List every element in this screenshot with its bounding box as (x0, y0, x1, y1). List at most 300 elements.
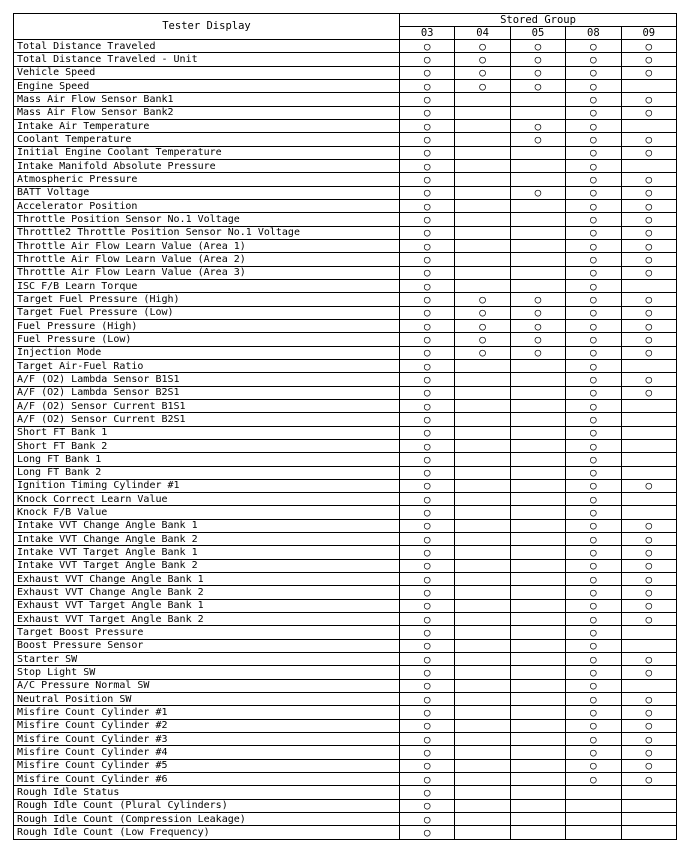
parameter-label: A/F (O2) Lambda Sensor B2S1 (14, 386, 400, 399)
parameter-label: Misfire Count Cylinder #6 (14, 773, 400, 786)
group-mark-09 (621, 426, 676, 439)
group-mark-09 (621, 679, 676, 692)
group-mark-04 (455, 733, 510, 746)
group-mark-08: ○ (566, 653, 621, 666)
table-row (14, 479, 677, 492)
group-mark-04: ○ (455, 66, 510, 79)
group-mark-04 (455, 759, 510, 772)
group-mark-05 (510, 439, 565, 452)
group-mark-05 (510, 239, 565, 252)
group-mark-03: ○ (400, 759, 455, 772)
group-mark-09: ○ (621, 546, 676, 559)
parameter-label: Mass Air Flow Sensor Bank2 (14, 106, 400, 119)
group-mark-03: ○ (400, 479, 455, 492)
table-row (14, 773, 677, 786)
table-row (14, 159, 677, 172)
group-mark-04: ○ (455, 40, 510, 53)
group-mark-04 (455, 279, 510, 292)
parameter-label: Fuel Pressure (Low) (14, 333, 400, 346)
group-mark-04: ○ (455, 319, 510, 332)
group-mark-08: ○ (566, 346, 621, 359)
group-mark-09 (621, 813, 676, 826)
group-mark-04 (455, 693, 510, 706)
group-mark-03: ○ (400, 746, 455, 759)
group-mark-03: ○ (400, 306, 455, 319)
stored-group-header: Stored Group (400, 14, 677, 27)
stored-data-table-page (13, 13, 677, 840)
group-mark-03: ○ (400, 679, 455, 692)
parameter-label: Misfire Count Cylinder #5 (14, 759, 400, 772)
group-mark-05: ○ (510, 293, 565, 306)
parameter-label: Ignition Timing Cylinder #1 (14, 479, 400, 492)
group-mark-05: ○ (510, 53, 565, 66)
group-mark-04 (455, 359, 510, 372)
group-mark-08: ○ (566, 239, 621, 252)
group-mark-05 (510, 266, 565, 279)
group-mark-09: ○ (621, 719, 676, 732)
group-mark-09: ○ (621, 53, 676, 66)
table-row (14, 746, 677, 759)
group-mark-05 (510, 653, 565, 666)
group-id-08: 08 (566, 27, 621, 40)
table-row (14, 493, 677, 506)
group-mark-03: ○ (400, 639, 455, 652)
group-mark-05 (510, 479, 565, 492)
parameter-label: Total Distance Traveled - Unit (14, 53, 400, 66)
group-mark-03: ○ (400, 719, 455, 732)
group-mark-08: ○ (566, 266, 621, 279)
group-mark-08: ○ (566, 519, 621, 532)
table-row (14, 519, 677, 532)
group-mark-08: ○ (566, 679, 621, 692)
table-row (14, 626, 677, 639)
group-mark-05: ○ (510, 119, 565, 132)
group-mark-08: ○ (566, 293, 621, 306)
group-mark-03: ○ (400, 279, 455, 292)
group-mark-09: ○ (621, 199, 676, 212)
group-mark-09: ○ (621, 519, 676, 532)
group-mark-04 (455, 106, 510, 119)
group-mark-04 (455, 479, 510, 492)
parameter-label: Intake Air Temperature (14, 119, 400, 132)
table-row (14, 93, 677, 106)
group-mark-04 (455, 573, 510, 586)
parameter-label: Fuel Pressure (High) (14, 319, 400, 332)
group-mark-09 (621, 279, 676, 292)
group-mark-03: ○ (400, 626, 455, 639)
group-mark-08: ○ (566, 199, 621, 212)
group-mark-08: ○ (566, 359, 621, 372)
group-mark-08: ○ (566, 573, 621, 586)
group-mark-03: ○ (400, 573, 455, 586)
group-mark-03: ○ (400, 786, 455, 799)
group-mark-03: ○ (400, 733, 455, 746)
group-mark-05 (510, 679, 565, 692)
group-mark-09 (621, 79, 676, 92)
group-mark-03: ○ (400, 466, 455, 479)
table-row (14, 373, 677, 386)
group-mark-04: ○ (455, 293, 510, 306)
group-mark-08: ○ (566, 159, 621, 172)
group-mark-09: ○ (621, 533, 676, 546)
group-mark-08 (566, 826, 621, 840)
group-mark-09: ○ (621, 386, 676, 399)
group-mark-05 (510, 613, 565, 626)
parameter-label: Exhaust VVT Change Angle Bank 2 (14, 586, 400, 599)
group-mark-04 (455, 546, 510, 559)
group-mark-08: ○ (566, 426, 621, 439)
group-mark-09: ○ (621, 186, 676, 199)
group-mark-08: ○ (566, 693, 621, 706)
group-mark-08: ○ (566, 119, 621, 132)
group-mark-03: ○ (400, 613, 455, 626)
parameter-label: Coolant Temperature (14, 133, 400, 146)
table-row (14, 666, 677, 679)
group-mark-03: ○ (400, 226, 455, 239)
group-mark-09: ○ (621, 613, 676, 626)
group-mark-09: ○ (621, 346, 676, 359)
group-mark-04 (455, 199, 510, 212)
group-mark-04 (455, 266, 510, 279)
group-mark-04 (455, 253, 510, 266)
group-mark-03: ○ (400, 333, 455, 346)
group-mark-08: ○ (566, 706, 621, 719)
group-mark-08: ○ (566, 626, 621, 639)
group-mark-09: ○ (621, 706, 676, 719)
group-mark-05 (510, 706, 565, 719)
parameter-label: Throttle Air Flow Learn Value (Area 2) (14, 253, 400, 266)
parameter-label: A/F (O2) Lambda Sensor B1S1 (14, 373, 400, 386)
group-mark-05 (510, 493, 565, 506)
group-mark-05 (510, 826, 565, 840)
group-mark-09: ○ (621, 759, 676, 772)
group-mark-03: ○ (400, 506, 455, 519)
group-mark-08: ○ (566, 53, 621, 66)
parameter-label: Injection Mode (14, 346, 400, 359)
parameter-label: Throttle Air Flow Learn Value (Area 3) (14, 266, 400, 279)
group-mark-05 (510, 626, 565, 639)
group-mark-04 (455, 93, 510, 106)
group-mark-05 (510, 559, 565, 572)
group-mark-04 (455, 826, 510, 840)
group-mark-03: ○ (400, 106, 455, 119)
group-mark-03: ○ (400, 653, 455, 666)
parameter-label: Mass Air Flow Sensor Bank1 (14, 93, 400, 106)
parameter-label: Rough Idle Count (Compression Leakage) (14, 813, 400, 826)
table-row (14, 693, 677, 706)
group-mark-05 (510, 453, 565, 466)
group-mark-08: ○ (566, 146, 621, 159)
group-mark-05 (510, 146, 565, 159)
group-mark-03: ○ (400, 586, 455, 599)
group-mark-08: ○ (566, 93, 621, 106)
group-mark-04: ○ (455, 333, 510, 346)
table-row (14, 613, 677, 626)
group-mark-04 (455, 653, 510, 666)
group-mark-08 (566, 813, 621, 826)
group-mark-08: ○ (566, 759, 621, 772)
group-mark-05 (510, 546, 565, 559)
group-mark-04 (455, 466, 510, 479)
parameter-label: Knock F/B Value (14, 506, 400, 519)
group-mark-03: ○ (400, 66, 455, 79)
group-mark-05 (510, 93, 565, 106)
group-mark-08: ○ (566, 453, 621, 466)
parameter-label: Target Fuel Pressure (High) (14, 293, 400, 306)
parameter-label: Throttle2 Throttle Position Sensor No.1 Voltage (14, 226, 400, 239)
group-mark-04 (455, 453, 510, 466)
group-mark-03: ○ (400, 79, 455, 92)
group-mark-03: ○ (400, 693, 455, 706)
group-mark-08: ○ (566, 559, 621, 572)
group-mark-03: ○ (400, 319, 455, 332)
group-mark-03: ○ (400, 119, 455, 132)
group-mark-03: ○ (400, 159, 455, 172)
group-mark-09 (621, 639, 676, 652)
group-mark-09 (621, 413, 676, 426)
group-mark-05 (510, 733, 565, 746)
table-row (14, 546, 677, 559)
table-row (14, 346, 677, 359)
group-mark-05: ○ (510, 306, 565, 319)
table-row (14, 506, 677, 519)
group-mark-05 (510, 519, 565, 532)
group-mark-04 (455, 186, 510, 199)
parameter-label: Exhaust VVT Change Angle Bank 1 (14, 573, 400, 586)
table-row (14, 186, 677, 199)
group-mark-04: ○ (455, 306, 510, 319)
group-mark-04 (455, 439, 510, 452)
group-mark-09: ○ (621, 173, 676, 186)
group-mark-05 (510, 746, 565, 759)
group-mark-04 (455, 213, 510, 226)
header-row-top (14, 14, 677, 27)
group-mark-09: ○ (621, 599, 676, 612)
parameter-label: Intake VVT Change Angle Bank 2 (14, 533, 400, 546)
table-row (14, 79, 677, 92)
group-mark-09 (621, 506, 676, 519)
group-mark-08: ○ (566, 40, 621, 53)
group-mark-08 (566, 786, 621, 799)
group-mark-08: ○ (566, 226, 621, 239)
group-mark-04 (455, 559, 510, 572)
table-row (14, 66, 677, 79)
group-mark-08: ○ (566, 746, 621, 759)
group-mark-09: ○ (621, 773, 676, 786)
group-mark-09 (621, 626, 676, 639)
group-mark-05 (510, 573, 565, 586)
group-mark-05 (510, 586, 565, 599)
parameter-label: Vehicle Speed (14, 66, 400, 79)
table-row (14, 386, 677, 399)
group-mark-09: ○ (621, 653, 676, 666)
group-mark-05 (510, 253, 565, 266)
group-mark-03: ○ (400, 386, 455, 399)
group-mark-05 (510, 399, 565, 412)
table-row (14, 653, 677, 666)
group-mark-05 (510, 799, 565, 812)
table-row (14, 399, 677, 412)
group-mark-09 (621, 826, 676, 840)
group-mark-04 (455, 666, 510, 679)
group-mark-03: ○ (400, 40, 455, 53)
table-row (14, 239, 677, 252)
group-mark-05: ○ (510, 79, 565, 92)
group-mark-09: ○ (621, 239, 676, 252)
group-mark-05 (510, 426, 565, 439)
table-row (14, 40, 677, 53)
table-row (14, 319, 677, 332)
group-mark-09: ○ (621, 586, 676, 599)
table-row (14, 639, 677, 652)
parameter-label: Intake Manifold Absolute Pressure (14, 159, 400, 172)
group-mark-05: ○ (510, 346, 565, 359)
parameter-label: A/C Pressure Normal SW (14, 679, 400, 692)
table-row (14, 146, 677, 159)
group-mark-04 (455, 413, 510, 426)
group-mark-09: ○ (621, 733, 676, 746)
parameter-label: A/F (O2) Sensor Current B2S1 (14, 413, 400, 426)
group-id-09: 09 (621, 27, 676, 40)
group-mark-09 (621, 453, 676, 466)
table-row (14, 119, 677, 132)
group-mark-08 (566, 799, 621, 812)
group-mark-09: ○ (621, 319, 676, 332)
table-body (14, 40, 677, 840)
parameter-label: Short FT Bank 1 (14, 426, 400, 439)
group-mark-03: ○ (400, 706, 455, 719)
group-mark-03: ○ (400, 293, 455, 306)
group-mark-04 (455, 173, 510, 186)
group-mark-08: ○ (566, 599, 621, 612)
parameter-label: Target Boost Pressure (14, 626, 400, 639)
group-mark-08: ○ (566, 439, 621, 452)
parameter-label: Intake VVT Target Angle Bank 2 (14, 559, 400, 572)
group-mark-05 (510, 599, 565, 612)
group-mark-08: ○ (566, 466, 621, 479)
group-mark-05 (510, 533, 565, 546)
group-mark-08: ○ (566, 319, 621, 332)
group-mark-03: ○ (400, 826, 455, 840)
group-mark-05: ○ (510, 186, 565, 199)
group-mark-04 (455, 719, 510, 732)
group-mark-08: ○ (566, 719, 621, 732)
group-mark-09: ○ (621, 746, 676, 759)
group-mark-08: ○ (566, 186, 621, 199)
group-mark-09: ○ (621, 213, 676, 226)
group-mark-04 (455, 799, 510, 812)
parameter-label: Short FT Bank 2 (14, 439, 400, 452)
group-mark-04 (455, 399, 510, 412)
group-mark-05: ○ (510, 319, 565, 332)
group-mark-09 (621, 799, 676, 812)
group-mark-09: ○ (621, 559, 676, 572)
parameter-label: Misfire Count Cylinder #4 (14, 746, 400, 759)
group-mark-04 (455, 586, 510, 599)
group-mark-05: ○ (510, 333, 565, 346)
group-mark-05 (510, 786, 565, 799)
parameter-label: Long FT Bank 1 (14, 453, 400, 466)
group-mark-03: ○ (400, 199, 455, 212)
group-mark-03: ○ (400, 666, 455, 679)
table-row (14, 53, 677, 66)
group-mark-05 (510, 759, 565, 772)
table-row (14, 439, 677, 452)
table-row (14, 799, 677, 812)
group-mark-09: ○ (621, 93, 676, 106)
group-mark-05 (510, 373, 565, 386)
parameter-label: Neutral Position SW (14, 693, 400, 706)
parameter-label: Target Air-Fuel Ratio (14, 359, 400, 372)
group-mark-08: ○ (566, 773, 621, 786)
group-mark-03: ○ (400, 559, 455, 572)
table-row (14, 173, 677, 186)
parameter-label: Intake VVT Target Angle Bank 1 (14, 546, 400, 559)
group-mark-04 (455, 239, 510, 252)
parameter-label: ISC F/B Learn Torque (14, 279, 400, 292)
group-mark-08: ○ (566, 639, 621, 652)
group-mark-04 (455, 426, 510, 439)
table-row (14, 306, 677, 319)
parameter-label: Engine Speed (14, 79, 400, 92)
group-mark-04 (455, 639, 510, 652)
group-mark-05: ○ (510, 133, 565, 146)
group-mark-08: ○ (566, 213, 621, 226)
tester-display-header: Tester Display (14, 14, 400, 40)
group-mark-04 (455, 159, 510, 172)
group-mark-03: ○ (400, 439, 455, 452)
group-mark-03: ○ (400, 453, 455, 466)
group-mark-05 (510, 213, 565, 226)
stored-group-table (13, 13, 677, 840)
group-mark-04: ○ (455, 53, 510, 66)
group-mark-08: ○ (566, 133, 621, 146)
group-mark-03: ○ (400, 399, 455, 412)
group-mark-03: ○ (400, 266, 455, 279)
parameter-label: Atmospheric Pressure (14, 173, 400, 186)
group-mark-05: ○ (510, 66, 565, 79)
group-mark-08: ○ (566, 506, 621, 519)
group-mark-05 (510, 773, 565, 786)
group-mark-04 (455, 493, 510, 506)
parameter-label: Intake VVT Change Angle Bank 1 (14, 519, 400, 532)
group-mark-05 (510, 693, 565, 706)
table-row (14, 106, 677, 119)
group-mark-08: ○ (566, 106, 621, 119)
table-row (14, 759, 677, 772)
table-row (14, 813, 677, 826)
table-row (14, 706, 677, 719)
group-mark-03: ○ (400, 813, 455, 826)
table-row (14, 679, 677, 692)
parameter-label: Exhaust VVT Target Angle Bank 1 (14, 599, 400, 612)
parameter-label: Misfire Count Cylinder #1 (14, 706, 400, 719)
group-mark-05 (510, 106, 565, 119)
parameter-label: Target Fuel Pressure (Low) (14, 306, 400, 319)
group-mark-08: ○ (566, 533, 621, 546)
group-mark-03: ○ (400, 173, 455, 186)
table-row (14, 453, 677, 466)
group-mark-03: ○ (400, 93, 455, 106)
group-mark-03: ○ (400, 546, 455, 559)
group-mark-04 (455, 386, 510, 399)
parameter-label: Rough Idle Count (Plural Cylinders) (14, 799, 400, 812)
group-mark-05 (510, 226, 565, 239)
group-mark-05 (510, 719, 565, 732)
table-row (14, 226, 677, 239)
group-mark-05: ○ (510, 40, 565, 53)
table-row (14, 466, 677, 479)
